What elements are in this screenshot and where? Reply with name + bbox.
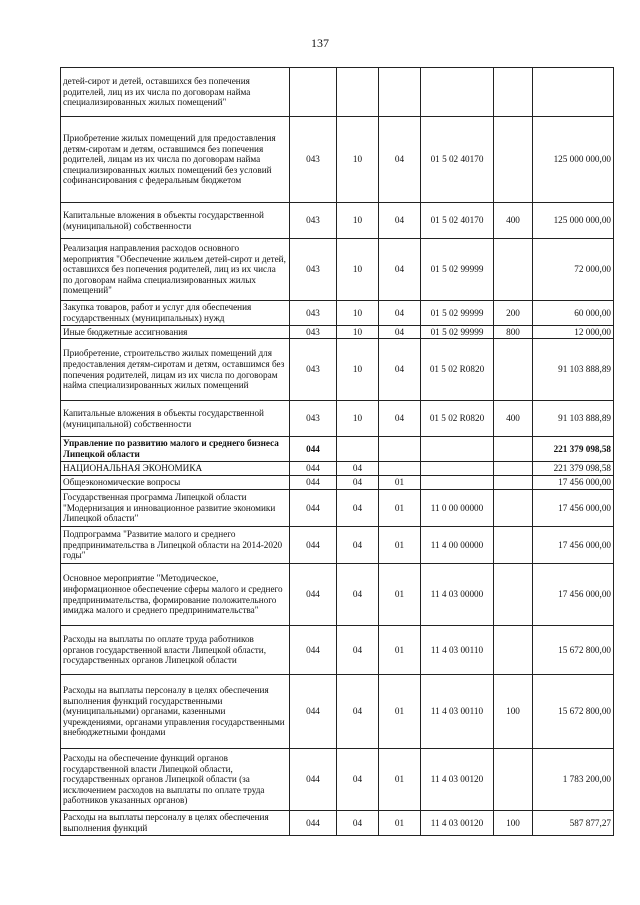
row-subsection-code: 01	[379, 476, 421, 490]
row-ministry-code: 044	[290, 675, 337, 749]
table-row	[61, 811, 614, 836]
row-ministry-code: 043	[290, 301, 337, 326]
table-row	[61, 68, 614, 117]
page-number: 137	[311, 36, 329, 50]
row-expense-type	[494, 564, 533, 626]
row-subsection-code	[379, 462, 421, 476]
row-target-article	[421, 476, 494, 490]
row-section-code	[337, 437, 379, 462]
row-name: Расходы на обеспечение функций органов государственной власти Липецкой области, государственных органов Липецкой области (за исключением расходов на выплаты по оплате труда работников указанных органов)	[61, 749, 290, 811]
row-subsection-code: 04	[379, 339, 421, 401]
row-amount: 587 877,27	[533, 811, 614, 836]
row-ministry-code	[290, 68, 337, 117]
row-subsection-code: 01	[379, 626, 421, 675]
row-target-article	[421, 68, 494, 117]
row-amount: 60 000,00	[533, 301, 614, 326]
table-row	[61, 203, 614, 239]
row-section-code: 10	[337, 339, 379, 401]
row-section-code: 10	[337, 117, 379, 203]
row-amount: 17 456 000,00	[533, 490, 614, 527]
row-expense-type: 200	[494, 301, 533, 326]
row-ministry-code: 044	[290, 749, 337, 811]
row-ministry-code: 043	[290, 339, 337, 401]
row-subsection-code: 04	[379, 239, 421, 301]
row-target-article	[421, 462, 494, 476]
row-amount: 125 000 000,00	[533, 203, 614, 239]
row-target-article: 01 5 02 99999	[421, 239, 494, 301]
row-target-article: 11 4 00 00000	[421, 527, 494, 564]
budget-table	[60, 67, 614, 836]
row-amount: 17 456 000,00	[533, 527, 614, 564]
row-section-code: 10	[337, 326, 379, 339]
table-row	[61, 437, 614, 462]
row-expense-type	[494, 117, 533, 203]
row-section-code: 04	[337, 462, 379, 476]
row-section-code	[337, 68, 379, 117]
row-ministry-code: 043	[290, 239, 337, 301]
row-name: Государственная программа Липецкой области "Модернизация и инновационное развитие экономики Липецкой области"	[61, 490, 290, 527]
row-section-code: 04	[337, 749, 379, 811]
row-amount: 17 456 000,00	[533, 564, 614, 626]
row-target-article	[421, 437, 494, 462]
row-expense-type	[494, 239, 533, 301]
row-target-article: 01 5 02 99999	[421, 301, 494, 326]
row-target-article: 01 5 02 40170	[421, 203, 494, 239]
row-name: Приобретение, строительство жилых помещений для предоставления детям-сиротам и детям, оставшимся без попечения родителей, лицам из их числа по договорам найма специализированных жилых помещений	[61, 339, 290, 401]
row-target-article: 01 5 02 R0820	[421, 339, 494, 401]
row-name: детей-сирот и детей, оставшихся без попечения родителей, лиц из их числа по договорам найма специализированных жилых помещений"	[61, 68, 290, 117]
table-row	[61, 326, 614, 339]
row-ministry-code: 043	[290, 203, 337, 239]
row-amount: 221 379 098,58	[533, 462, 614, 476]
row-expense-type	[494, 490, 533, 527]
row-expense-type	[494, 749, 533, 811]
table-row	[61, 462, 614, 476]
row-amount: 91 103 888,89	[533, 401, 614, 437]
row-expense-type: 100	[494, 675, 533, 749]
row-subsection-code: 04	[379, 203, 421, 239]
row-ministry-code: 043	[290, 117, 337, 203]
row-subsection-code: 01	[379, 749, 421, 811]
row-subsection-code: 04	[379, 117, 421, 203]
table-row	[61, 476, 614, 490]
row-target-article: 01 5 02 40170	[421, 117, 494, 203]
row-expense-type	[494, 626, 533, 675]
row-amount: 15 672 800,00	[533, 675, 614, 749]
row-target-article: 01 5 02 R0820	[421, 401, 494, 437]
table-row	[61, 117, 614, 203]
row-expense-type	[494, 462, 533, 476]
row-expense-type	[494, 476, 533, 490]
row-target-article: 01 5 02 99999	[421, 326, 494, 339]
row-amount: 1 783 200,00	[533, 749, 614, 811]
row-amount: 15 672 800,00	[533, 626, 614, 675]
row-name: Приобретение жилых помещений для предоставления детям-сиротам и детям, оставшимся без попечения родителей, лицам из их числа по договорам найма специализированных жилых помещений без условий софинансирования с федеральным бюджетом	[61, 117, 290, 203]
row-subsection-code: 01	[379, 564, 421, 626]
row-target-article: 11 4 03 00110	[421, 675, 494, 749]
row-section-code: 04	[337, 476, 379, 490]
table-row	[61, 675, 614, 749]
row-expense-type	[494, 437, 533, 462]
row-expense-type	[494, 339, 533, 401]
row-amount: 17 456 000,00	[533, 476, 614, 490]
row-name: Капитальные вложения в объекты государственной (муниципальной) собственности	[61, 401, 290, 437]
row-expense-type: 100	[494, 811, 533, 836]
row-name: Иные бюджетные ассигнования	[61, 326, 290, 339]
row-ministry-code: 044	[290, 437, 337, 462]
table-row	[61, 339, 614, 401]
row-name: Управление по развитию малого и среднего бизнеса Липецкой области	[61, 437, 290, 462]
row-subsection-code	[379, 68, 421, 117]
table-row	[61, 239, 614, 301]
row-subsection-code: 01	[379, 527, 421, 564]
table-row	[61, 564, 614, 626]
row-target-article: 11 4 03 00110	[421, 626, 494, 675]
row-amount: 12 000,00	[533, 326, 614, 339]
row-subsection-code: 04	[379, 301, 421, 326]
row-expense-type: 400	[494, 401, 533, 437]
row-ministry-code: 043	[290, 326, 337, 339]
row-expense-type: 400	[494, 203, 533, 239]
row-name: НАЦИОНАЛЬНАЯ ЭКОНОМИКА	[61, 462, 290, 476]
row-target-article: 11 4 03 00000	[421, 564, 494, 626]
row-section-code: 10	[337, 401, 379, 437]
row-section-code: 04	[337, 811, 379, 836]
row-ministry-code: 043	[290, 401, 337, 437]
row-section-code: 04	[337, 564, 379, 626]
row-ministry-code: 044	[290, 564, 337, 626]
row-expense-type	[494, 527, 533, 564]
row-subsection-code: 01	[379, 490, 421, 527]
row-name: Расходы на выплаты персоналу в целях обеспечения выполнения функций	[61, 811, 290, 836]
table-row	[61, 626, 614, 675]
row-expense-type	[494, 68, 533, 117]
row-section-code: 04	[337, 675, 379, 749]
row-amount: 72 000,00	[533, 239, 614, 301]
table-row	[61, 527, 614, 564]
row-ministry-code: 044	[290, 462, 337, 476]
row-section-code: 10	[337, 301, 379, 326]
row-name: Расходы на выплаты по оплате труда работников органов государственной власти Липецкой области, государственных органов Липецкой области	[61, 626, 290, 675]
row-amount: 221 379 098,58	[533, 437, 614, 462]
row-subsection-code: 04	[379, 326, 421, 339]
table-row	[61, 490, 614, 527]
row-ministry-code: 044	[290, 527, 337, 564]
row-name: Расходы на выплаты персоналу в целях обеспечения выполнения функций государственными (муниципальными) органами, казенными учреждениями, органами управления государственными внебюджетными фондами	[61, 675, 290, 749]
row-target-article: 11 4 03 00120	[421, 749, 494, 811]
row-name: Основное мероприятие "Методическое, информационное обеспечение сферы малого и среднего предпринимательства, формирование положительного имиджа малого и среднего предпринимательства"	[61, 564, 290, 626]
row-subsection-code: 01	[379, 811, 421, 836]
table-row	[61, 401, 614, 437]
row-name: Капитальные вложения в объекты государственной (муниципальной) собственности	[61, 203, 290, 239]
row-expense-type: 800	[494, 326, 533, 339]
row-subsection-code: 04	[379, 401, 421, 437]
row-section-code: 04	[337, 490, 379, 527]
row-ministry-code: 044	[290, 626, 337, 675]
row-name: Подпрограмма "Развитие малого и среднего предпринимательства в Липецкой области на 2014-2020 годы"	[61, 527, 290, 564]
row-ministry-code: 044	[290, 476, 337, 490]
row-amount: 91 103 888,89	[533, 339, 614, 401]
table-row	[61, 749, 614, 811]
row-name: Закупка товаров, работ и услуг для обеспечения государственных (муниципальных) нужд	[61, 301, 290, 326]
row-section-code: 04	[337, 527, 379, 564]
row-ministry-code: 044	[290, 490, 337, 527]
row-target-article: 11 4 03 00120	[421, 811, 494, 836]
row-amount: 125 000 000,00	[533, 117, 614, 203]
row-subsection-code	[379, 437, 421, 462]
row-section-code: 10	[337, 203, 379, 239]
row-target-article: 11 0 00 00000	[421, 490, 494, 527]
row-section-code: 04	[337, 626, 379, 675]
row-name: Общеэкономические вопросы	[61, 476, 290, 490]
table-row	[61, 301, 614, 326]
row-subsection-code: 01	[379, 675, 421, 749]
row-name: Реализация направления расходов основного мероприятия "Обеспечение жильем детей-сирот и детей, оставшихся без попечения родителей, лиц из их числа по договорам найма специализированных жилых помещений"	[61, 239, 290, 301]
row-ministry-code: 044	[290, 811, 337, 836]
row-amount	[533, 68, 614, 117]
row-section-code: 10	[337, 239, 379, 301]
